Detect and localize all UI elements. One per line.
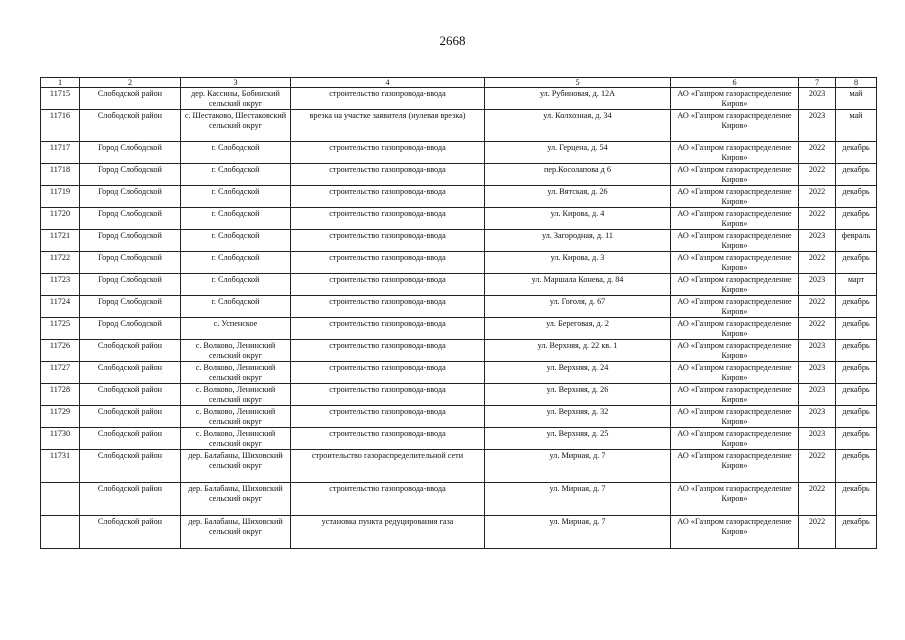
year-cell: 2023 bbox=[799, 340, 836, 362]
district-cell: Слободской район bbox=[80, 384, 181, 406]
table-row bbox=[41, 340, 877, 362]
row-number-cell: 11729 bbox=[41, 406, 80, 428]
address-cell: ул. Вятская, д. 26 bbox=[485, 186, 671, 208]
table-row bbox=[41, 230, 877, 252]
district-cell: Город Слободской bbox=[80, 296, 181, 318]
year-cell: 2023 bbox=[799, 384, 836, 406]
month-cell: февраль bbox=[836, 230, 877, 252]
district-cell: Слободской район bbox=[80, 340, 181, 362]
row-number-cell: 11728 bbox=[41, 384, 80, 406]
work-type-cell: строительство газопровода-ввода bbox=[291, 340, 485, 362]
locality-cell: г. Слободской bbox=[181, 208, 291, 230]
page-number: 2668 bbox=[439, 33, 466, 48]
table-row bbox=[41, 274, 877, 296]
row-number-cell bbox=[41, 516, 80, 549]
row-number-cell: 11730 bbox=[41, 428, 80, 450]
month-cell: декабрь bbox=[836, 516, 877, 549]
work-type-cell: установка пункта редуцирования газа bbox=[291, 516, 485, 549]
month-cell: декабрь bbox=[836, 406, 877, 428]
organization-cell: АО «Газпром газораспределение Киров» bbox=[671, 142, 799, 164]
work-type-cell: строительство газопровода-ввода bbox=[291, 384, 485, 406]
address-cell: ул. Береговая, д. 2 bbox=[485, 318, 671, 340]
locality-cell: с. Волково, Ленинский сельский округ bbox=[181, 340, 291, 362]
address-cell: ул. Верхняя, д. 25 bbox=[485, 428, 671, 450]
year-cell: 2023 bbox=[799, 406, 836, 428]
address-cell: ул. Верхняя, д. 32 bbox=[485, 406, 671, 428]
month-cell: декабрь bbox=[836, 252, 877, 274]
organization-cell: АО «Газпром газораспределение Киров» bbox=[671, 274, 799, 296]
organization-cell: АО «Газпром газораспределение Киров» bbox=[671, 252, 799, 274]
year-cell: 2022 bbox=[799, 483, 836, 516]
table-row bbox=[41, 450, 877, 483]
table-row bbox=[41, 142, 877, 164]
locality-cell: с. Волково, Ленинский сельский округ bbox=[181, 428, 291, 450]
work-type-cell: строительство газопровода-ввода bbox=[291, 230, 485, 252]
address-cell: ул. Маршала Конева, д. 84 bbox=[485, 274, 671, 296]
month-cell: декабрь bbox=[836, 450, 877, 483]
month-cell: декабрь bbox=[836, 483, 877, 516]
address-cell: ул. Мирная, д. 7 bbox=[485, 516, 671, 549]
work-type-cell: строительство газопровода-ввода bbox=[291, 142, 485, 164]
organization-cell: АО «Газпром газораспределение Киров» bbox=[671, 428, 799, 450]
year-cell: 2022 bbox=[799, 164, 836, 186]
address-cell: ул. Верхняя, д. 22 кв. 1 bbox=[485, 340, 671, 362]
district-cell: Слободской район bbox=[80, 110, 181, 142]
work-type-cell: врезка на участке заявителя (нулевая врезка) bbox=[291, 110, 485, 142]
district-cell: Город Слободской bbox=[80, 186, 181, 208]
month-cell: декабрь bbox=[836, 318, 877, 340]
table-row bbox=[41, 406, 877, 428]
row-number-cell: 11716 bbox=[41, 110, 80, 142]
month-cell: декабрь bbox=[836, 428, 877, 450]
district-cell: Город Слободской bbox=[80, 252, 181, 274]
table-row bbox=[41, 252, 877, 274]
district-cell: Слободской район bbox=[80, 450, 181, 483]
district-cell: Город Слободской bbox=[80, 230, 181, 252]
column-header: 7 bbox=[799, 78, 836, 88]
column-header-row bbox=[41, 78, 877, 88]
locality-cell: г. Слободской bbox=[181, 164, 291, 186]
table-row bbox=[41, 384, 877, 406]
column-header: 2 bbox=[80, 78, 181, 88]
table-row bbox=[41, 88, 877, 110]
organization-cell: АО «Газпром газораспределение Киров» bbox=[671, 362, 799, 384]
table-row bbox=[41, 110, 877, 142]
month-cell: декабрь bbox=[836, 142, 877, 164]
district-cell: Слободской район bbox=[80, 428, 181, 450]
work-type-cell: строительство газопровода-ввода bbox=[291, 252, 485, 274]
table-row bbox=[41, 164, 877, 186]
row-number-cell: 11717 bbox=[41, 142, 80, 164]
address-cell: ул. Кирова, д. 4 bbox=[485, 208, 671, 230]
month-cell: декабрь bbox=[836, 164, 877, 186]
row-number-cell: 11721 bbox=[41, 230, 80, 252]
year-cell: 2022 bbox=[799, 296, 836, 318]
row-number-cell: 11725 bbox=[41, 318, 80, 340]
row-number-cell: 11731 bbox=[41, 450, 80, 483]
row-number-cell: 11718 bbox=[41, 164, 80, 186]
row-number-cell: 11715 bbox=[41, 88, 80, 110]
year-cell: 2023 bbox=[799, 274, 836, 296]
year-cell: 2023 bbox=[799, 362, 836, 384]
table-row bbox=[41, 318, 877, 340]
month-cell: декабрь bbox=[836, 340, 877, 362]
locality-cell: с. Волково, Ленинский сельский округ bbox=[181, 406, 291, 428]
address-cell: ул. Верхняя, д. 24 bbox=[485, 362, 671, 384]
year-cell: 2022 bbox=[799, 252, 836, 274]
address-cell: ул. Загородная, д. 11 bbox=[485, 230, 671, 252]
work-type-cell: строительство газопровода-ввода bbox=[291, 428, 485, 450]
month-cell: декабрь bbox=[836, 208, 877, 230]
work-type-cell: строительство газопровода-ввода bbox=[291, 318, 485, 340]
column-header: 3 bbox=[181, 78, 291, 88]
row-number-cell: 11727 bbox=[41, 362, 80, 384]
locality-cell: дер. Балабаны, Шиховский сельский округ bbox=[181, 450, 291, 483]
district-cell: Слободской район bbox=[80, 88, 181, 110]
month-cell: декабрь bbox=[836, 362, 877, 384]
organization-cell: АО «Газпром газораспределение Киров» bbox=[671, 516, 799, 549]
row-number-cell: 11720 bbox=[41, 208, 80, 230]
organization-cell: АО «Газпром газораспределение Киров» bbox=[671, 296, 799, 318]
work-type-cell: строительство газопровода-ввода bbox=[291, 296, 485, 318]
table-row bbox=[41, 208, 877, 230]
address-cell: пер.Косолапова д 6 bbox=[485, 164, 671, 186]
address-cell: ул. Верхняя, д. 26 bbox=[485, 384, 671, 406]
gas-works-table bbox=[40, 77, 877, 549]
organization-cell: АО «Газпром газораспределение Киров» bbox=[671, 483, 799, 516]
locality-cell: с. Волково, Ленинский сельский округ bbox=[181, 384, 291, 406]
column-header: 1 bbox=[41, 78, 80, 88]
row-number-cell: 11719 bbox=[41, 186, 80, 208]
address-cell: ул. Колхозная, д. 34 bbox=[485, 110, 671, 142]
address-cell: ул. Кирова, д. 3 bbox=[485, 252, 671, 274]
column-header: 4 bbox=[291, 78, 485, 88]
row-number-cell: 11726 bbox=[41, 340, 80, 362]
address-cell: ул. Герцена, д. 54 bbox=[485, 142, 671, 164]
year-cell: 2022 bbox=[799, 186, 836, 208]
work-type-cell: строительство газопровода-ввода bbox=[291, 88, 485, 110]
locality-cell: г. Слободской bbox=[181, 296, 291, 318]
work-type-cell: строительство газопровода-ввода bbox=[291, 483, 485, 516]
year-cell: 2022 bbox=[799, 450, 836, 483]
work-type-cell: строительство газопровода-ввода bbox=[291, 406, 485, 428]
row-number-cell bbox=[41, 483, 80, 516]
column-header: 5 bbox=[485, 78, 671, 88]
row-number-cell: 11724 bbox=[41, 296, 80, 318]
month-cell: декабрь bbox=[836, 384, 877, 406]
organization-cell: АО «Газпром газораспределение Киров» bbox=[671, 450, 799, 483]
locality-cell: дер. Балабаны, Шиховский сельский округ bbox=[181, 516, 291, 549]
organization-cell: АО «Газпром газораспределение Киров» bbox=[671, 406, 799, 428]
year-cell: 2023 bbox=[799, 428, 836, 450]
column-header: 8 bbox=[836, 78, 877, 88]
district-cell: Город Слободской bbox=[80, 142, 181, 164]
district-cell: Город Слободской bbox=[80, 164, 181, 186]
month-cell: март bbox=[836, 274, 877, 296]
locality-cell: с. Успенское bbox=[181, 318, 291, 340]
year-cell: 2023 bbox=[799, 88, 836, 110]
address-cell: ул. Рубиновая, д. 12А bbox=[485, 88, 671, 110]
year-cell: 2022 bbox=[799, 516, 836, 549]
month-cell: декабрь bbox=[836, 186, 877, 208]
district-cell: Слободской район bbox=[80, 483, 181, 516]
address-cell: ул. Мирная, д. 7 bbox=[485, 450, 671, 483]
locality-cell: г. Слободской bbox=[181, 230, 291, 252]
district-cell: Слободской район bbox=[80, 406, 181, 428]
district-cell: Город Слободской bbox=[80, 274, 181, 296]
organization-cell: АО «Газпром газораспределение Киров» bbox=[671, 230, 799, 252]
table-row bbox=[41, 362, 877, 384]
month-cell: май bbox=[836, 88, 877, 110]
organization-cell: АО «Газпром газораспределение Киров» bbox=[671, 208, 799, 230]
locality-cell: дер. Балабаны, Шиховский сельский округ bbox=[181, 483, 291, 516]
month-cell: декабрь bbox=[836, 296, 877, 318]
locality-cell: с. Волково, Ленинский сельский округ bbox=[181, 362, 291, 384]
year-cell: 2022 bbox=[799, 208, 836, 230]
work-type-cell: строительство газопровода-ввода bbox=[291, 362, 485, 384]
table-row bbox=[41, 516, 877, 549]
month-cell: май bbox=[836, 110, 877, 142]
organization-cell: АО «Газпром газораспределение Киров» bbox=[671, 88, 799, 110]
locality-cell: дер. Кассины, Бобинский сельский округ bbox=[181, 88, 291, 110]
district-cell: Слободской район bbox=[80, 516, 181, 549]
year-cell: 2022 bbox=[799, 318, 836, 340]
organization-cell: АО «Газпром газораспределение Киров» bbox=[671, 164, 799, 186]
column-header: 6 bbox=[671, 78, 799, 88]
table-row bbox=[41, 428, 877, 450]
work-type-cell: строительство газопровода-ввода bbox=[291, 164, 485, 186]
table-row bbox=[41, 186, 877, 208]
locality-cell: г. Слободской bbox=[181, 274, 291, 296]
district-cell: Город Слободской bbox=[80, 208, 181, 230]
organization-cell: АО «Газпром газораспределение Киров» bbox=[671, 186, 799, 208]
organization-cell: АО «Газпром газораспределение Киров» bbox=[671, 384, 799, 406]
organization-cell: АО «Газпром газораспределение Киров» bbox=[671, 340, 799, 362]
locality-cell: с. Шестаково, Шестаковский сельский округ bbox=[181, 110, 291, 142]
work-type-cell: строительство газопровода-ввода bbox=[291, 274, 485, 296]
table-row bbox=[41, 483, 877, 516]
address-cell: ул. Гоголя, д. 67 bbox=[485, 296, 671, 318]
work-type-cell: строительство газопровода-ввода bbox=[291, 208, 485, 230]
locality-cell: г. Слободской bbox=[181, 186, 291, 208]
locality-cell: г. Слободской bbox=[181, 252, 291, 274]
year-cell: 2022 bbox=[799, 142, 836, 164]
locality-cell: г. Слободской bbox=[181, 142, 291, 164]
organization-cell: АО «Газпром газораспределение Киров» bbox=[671, 110, 799, 142]
organization-cell: АО «Газпром газораспределение Киров» bbox=[671, 318, 799, 340]
year-cell: 2023 bbox=[799, 110, 836, 142]
work-type-cell: строительство газопровода-ввода bbox=[291, 186, 485, 208]
address-cell: ул. Мирная, д. 7 bbox=[485, 483, 671, 516]
row-number-cell: 11722 bbox=[41, 252, 80, 274]
work-type-cell: строительство газораспределительной сети bbox=[291, 450, 485, 483]
year-cell: 2023 bbox=[799, 230, 836, 252]
district-cell: Город Слободской bbox=[80, 318, 181, 340]
row-number-cell: 11723 bbox=[41, 274, 80, 296]
table-row bbox=[41, 296, 877, 318]
district-cell: Слободской район bbox=[80, 362, 181, 384]
